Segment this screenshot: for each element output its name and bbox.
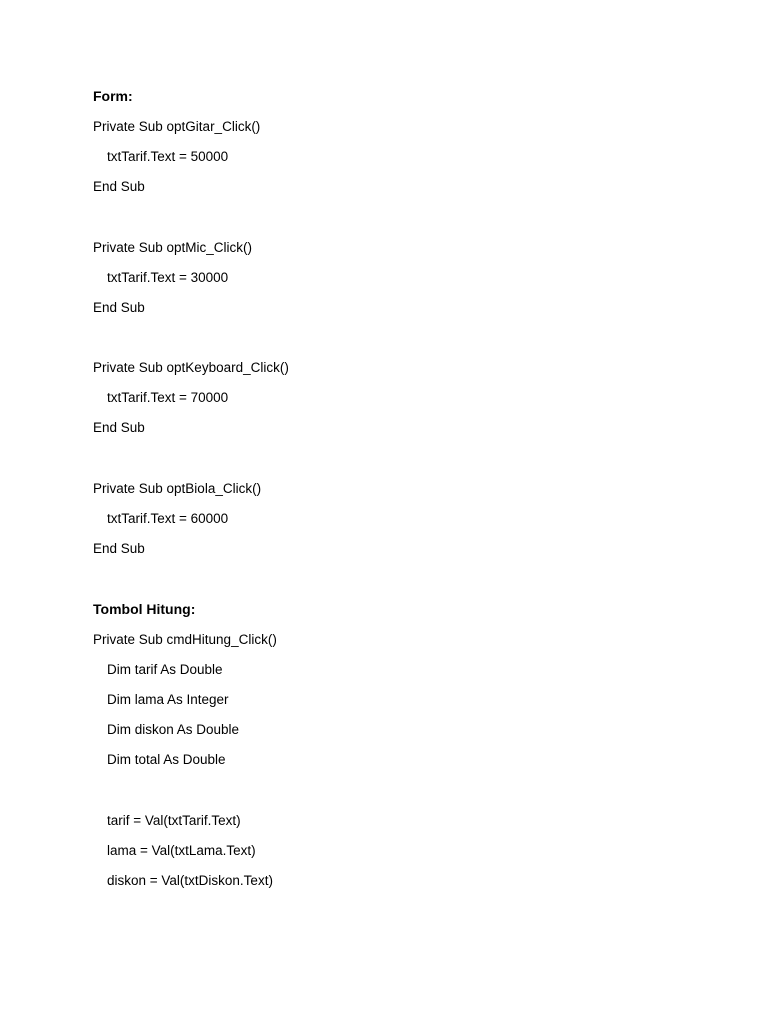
code-line: txtTarif.Text = 50000: [107, 149, 229, 164]
section-heading-form: Form:: [93, 88, 133, 104]
code-line: Private Sub optGitar_Click(): [93, 119, 261, 134]
code-line: tarif = Val(txtTarif.Text): [107, 813, 241, 828]
code-line: Dim diskon As Double: [107, 722, 240, 737]
code-line: Private Sub optBiola_Click(): [93, 481, 262, 496]
code-line: Private Sub optKeyboard_Click(): [93, 360, 289, 375]
code-line: Private Sub cmdHitung_Click(): [93, 632, 277, 647]
code-line: End Sub: [93, 541, 145, 556]
code-line: txtTarif.Text = 60000: [107, 511, 229, 526]
code-line: diskon = Val(txtDiskon.Text): [107, 873, 273, 888]
code-line: txtTarif.Text = 70000: [107, 390, 229, 405]
code-line: End Sub: [93, 300, 145, 315]
code-line: Dim lama As Integer: [107, 692, 229, 707]
code-line: Dim tarif As Double: [107, 662, 223, 677]
code-line: Private Sub optMic_Click(): [93, 240, 253, 255]
code-line: txtTarif.Text = 30000: [107, 270, 229, 285]
code-line: lama = Val(txtLama.Text): [107, 843, 256, 858]
code-line: End Sub: [93, 420, 145, 435]
code-line: End Sub: [93, 179, 145, 194]
code-line: Dim total As Double: [107, 752, 226, 767]
section-heading-tombol-hitung: Tombol Hitung:: [93, 601, 196, 617]
